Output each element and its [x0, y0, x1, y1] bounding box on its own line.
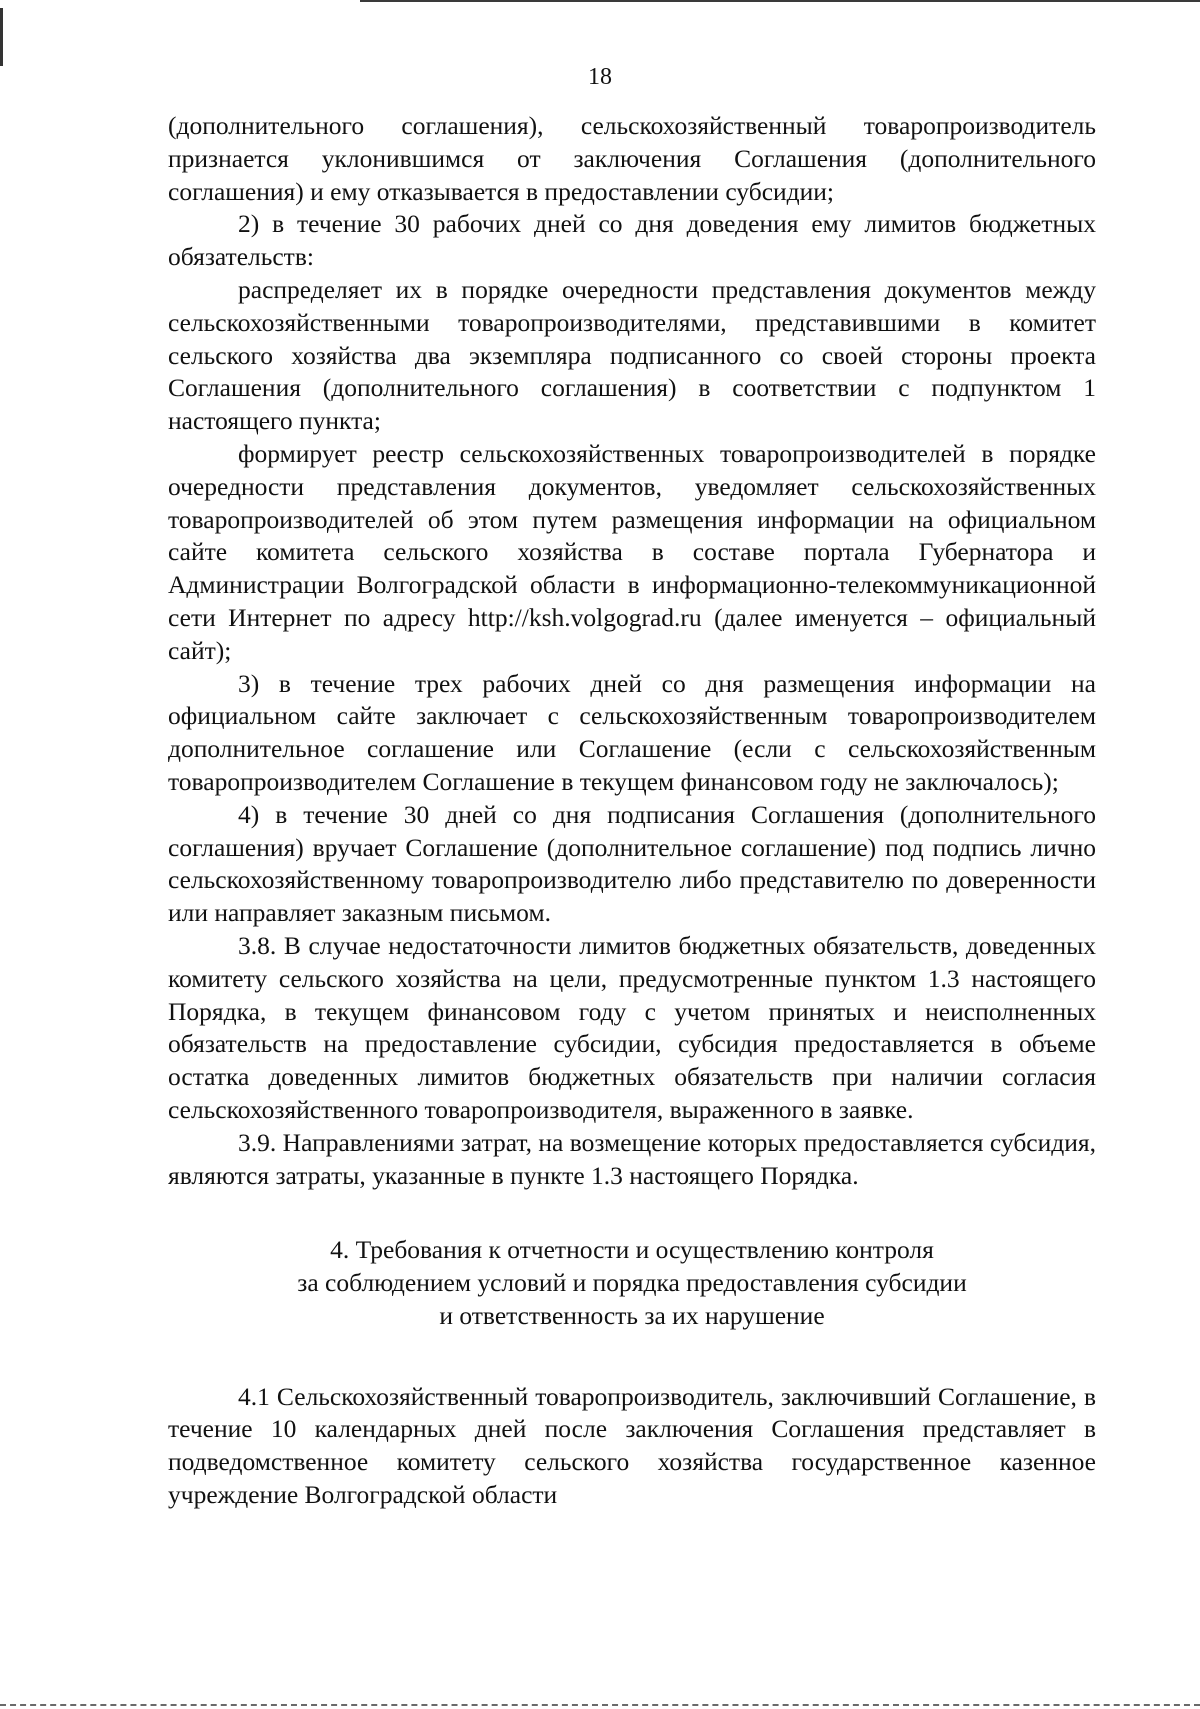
- page-number: 18: [588, 64, 612, 90]
- section-heading-line-3: и ответственность за их нарушение: [439, 1300, 825, 1330]
- section-heading-line-1: 4. Требования к отчетности и осуществлению контроля: [330, 1235, 934, 1265]
- scan-edge-bottom: [0, 1704, 1200, 1706]
- section-heading-line-2: за соблюдением условий и порядка предоставления субсидии: [297, 1268, 967, 1298]
- scan-edge-left: [0, 8, 3, 66]
- document-body: [168, 110, 1096, 1512]
- paragraph-continuation: (дополнительного соглашения), сельскохозяйственный товаропроизводитель признается уклонившимся от заключения Соглашения (дополнительного соглашения) и ему отказывается в предоставлении субсидии;: [168, 111, 1096, 206]
- paragraph-3-8: 3.8. В случае недостаточности лимитов бюджетных обязательств, доведенных комитету сельского хозяйства на цели, предусмотренные пунктом 1.3 настоящего Порядка, в текущем финансовом году с учетом принятых и неисполненных обязательств на предоставление субсидии, субсидия предоставляется в объеме остатка доведенных лимитов бюджетных обязательств при наличии согласия сельскохозяйственного товаропроизводителя, выраженного в заявке.: [168, 930, 1096, 1124]
- paragraph-4-1: 4.1 Сельскохозяйственный товаропроизводитель, заключивший Соглашение, в течение 10 календарных дней после заключения Соглашения представляет в подведомственное комитету сельского хозяйства государственное казенное учреждение Волгоградской области: [168, 1381, 1096, 1510]
- paragraph-subitem-4: 4) в течение 30 дней со дня подписания Соглашения (дополнительного соглашения) вручает Соглашение (дополнительное соглашение) под подпись лично сельскохозяйственному товаропроизводителю либо представителю по доверенности или направляет заказным письмом.: [168, 799, 1096, 928]
- scan-edge-top: [360, 0, 1200, 2]
- paragraph-3-9: 3.9. Направлениями затрат, на возмещение которых предоставляется субсидия, являются затраты, указанные в пункте 1.3 настоящего Порядка.: [168, 1127, 1096, 1190]
- section-heading: [168, 1234, 1096, 1332]
- paragraph-distribution: распределяет их в порядке очередности представления документов между сельскохозяйственными товаропроизводителями, представившими в комитет сельского хозяйства два экземпляра подписанного со своей стороны проекта Соглашения (дополнительного соглашения) в соответствии с подпунктом 1 настоящего пункта;: [168, 274, 1096, 436]
- paragraph-registry: формирует реестр сельскохозяйственных товаропроизводителей в порядке очередности представления документов, уведомляет сельскохозяйственных товаропроизводителей об этом путем размещения информации на официальном сайте комитета сельского хозяйства в составе портала Губернатора и Администрации Волгоградской области в информационно-телекоммуникационной сети Интернет по адресу http://ksh.volgograd.ru (далее именуется – официальный сайт);: [168, 438, 1096, 665]
- paragraph-subitem-2: 2) в течение 30 рабочих дней со дня доведения ему лимитов бюджетных обязательств:: [168, 209, 1096, 272]
- paragraph-subitem-3: 3) в течение трех рабочих дней со дня размещения информации на официальном сайте заключает с сельскохозяйственным товаропроизводителем дополнительное соглашение или Соглашение (если с сельскохозяйственным товаропроизводителем Соглашение в текущем финансовом году не заключалось);: [168, 668, 1096, 796]
